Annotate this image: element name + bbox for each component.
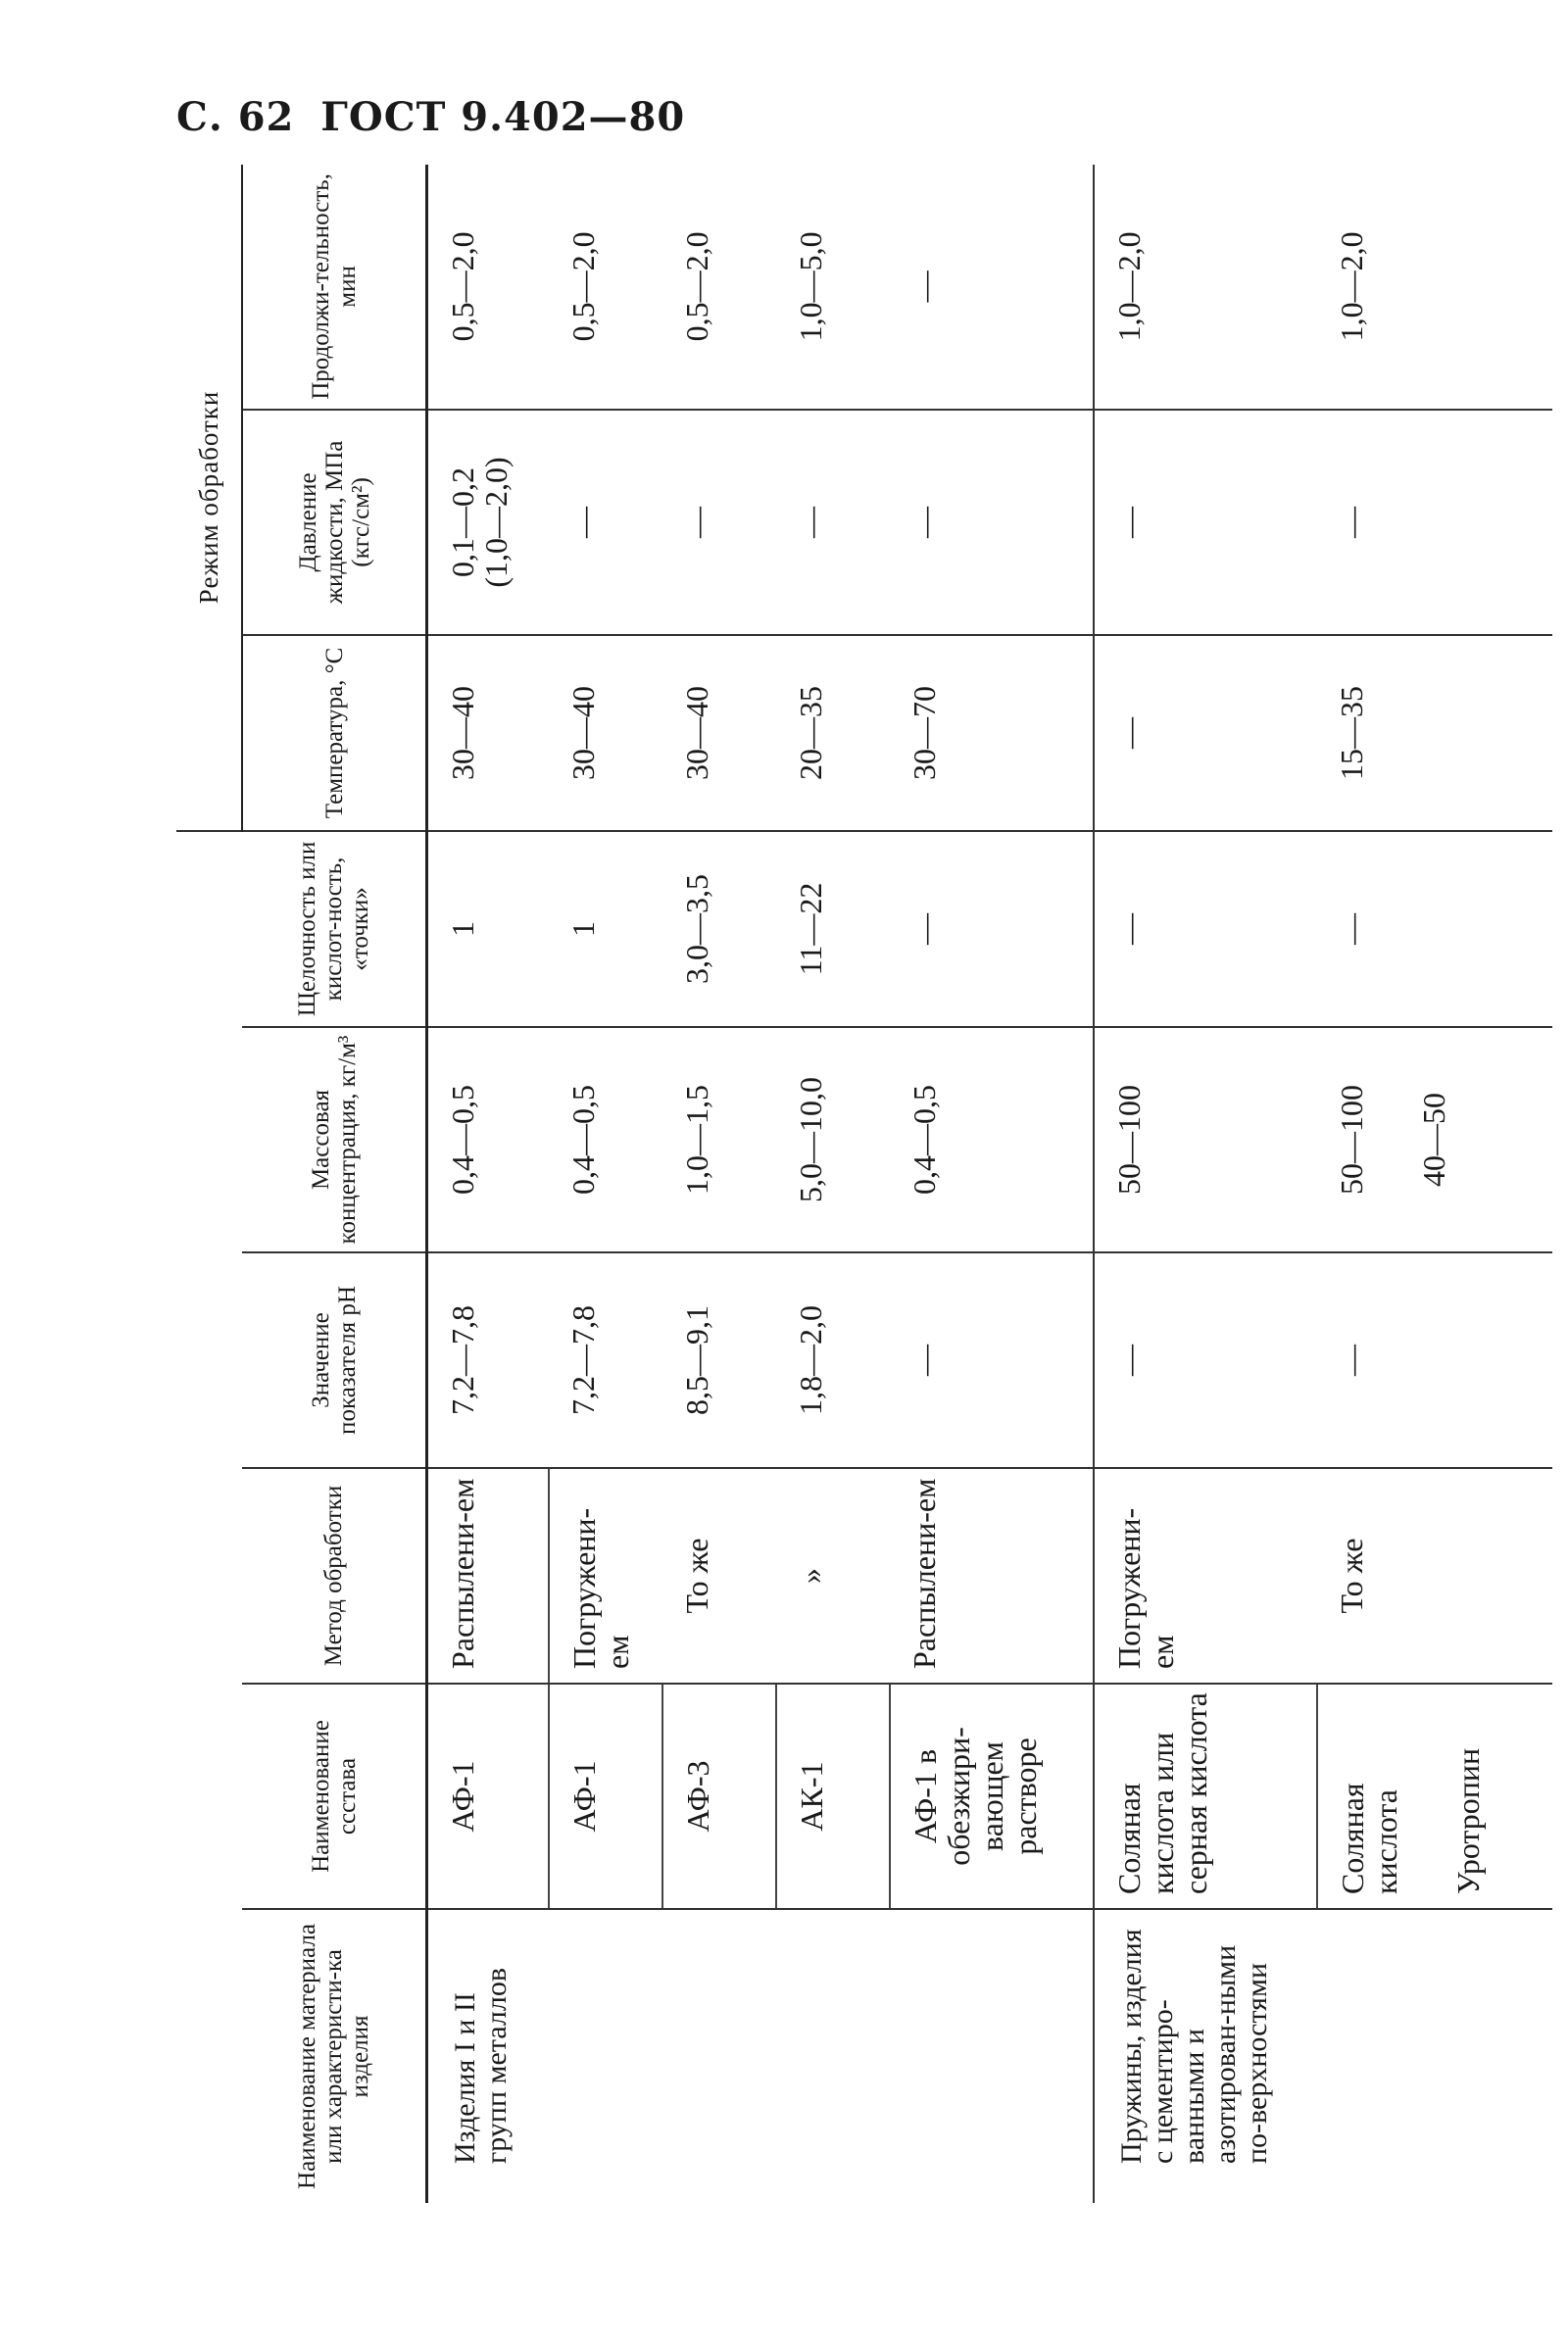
- page-number: С. 62: [176, 94, 295, 140]
- composition-cell: АФ-1 в обезжири-вающем растворе: [890, 1684, 1094, 1909]
- alkalinity-cell: 3,0—3,5: [662, 831, 776, 1027]
- composition-cell: АФ-1: [427, 1684, 549, 1909]
- pressure-alt-value: (1,0—2,0): [478, 457, 514, 588]
- temperature-cell: —: [1094, 635, 1317, 831]
- col-header-composition: Наименование ссстава: [242, 1684, 427, 1909]
- col-header-pressure: Давление жидкости, МПа (кгс/см²): [242, 410, 427, 635]
- header-row: [242, 165, 427, 2203]
- material-cell: Пружины, изделия с цементиро-ванными и азотирован-ными по-верхностями: [1094, 1909, 1552, 2203]
- composition-cell: АК-1: [776, 1684, 890, 1909]
- method-cell: Распылени-ем: [427, 1468, 549, 1684]
- concentration-cell: 0,4—0,5: [549, 1027, 662, 1252]
- alkalinity-cell: —: [1094, 831, 1317, 1027]
- col-header-material: Наименование материала или характеристи-ка изделия: [242, 1909, 427, 2203]
- composition-cell: [1317, 1684, 1552, 1909]
- alkalinity-cell: 11—22: [776, 831, 890, 1027]
- pressure-cell: —: [890, 410, 1094, 635]
- concentration-cell: 0,4—0,5: [427, 1027, 549, 1252]
- table-row: [427, 165, 549, 2203]
- alkalinity-cell: 1: [427, 831, 549, 1027]
- concentration-cell: 5,0—10,0: [776, 1027, 890, 1252]
- duration-cell: 0,5—2,0: [662, 165, 776, 410]
- processing-mode-group-header: Режим обработки: [176, 165, 242, 831]
- method-cell: »: [776, 1468, 890, 1684]
- col-header-alkalinity: Щелочность или кислот-ность, «точки»: [242, 831, 427, 1027]
- rotated-table-container: [176, 165, 1548, 2203]
- temperature-cell: 30—40: [549, 635, 662, 831]
- table-row: [549, 165, 662, 2203]
- table-row: [776, 165, 890, 2203]
- page-header: [176, 94, 697, 140]
- method-cell: То же: [1317, 1468, 1552, 1684]
- temperature-cell: 30—40: [662, 635, 776, 831]
- duration-cell: 0,5—2,0: [427, 165, 549, 410]
- alkalinity-cell: —: [1317, 831, 1552, 1027]
- method-cell: Распылени-ем: [890, 1468, 1094, 1684]
- alkalinity-cell: 1: [549, 831, 662, 1027]
- col-header-concentration: Массовая концентрация, кг/м³: [242, 1027, 427, 1252]
- pressure-cell: —: [662, 410, 776, 635]
- processing-modes-table: [176, 165, 1552, 2203]
- composition-value-2: Уротропин: [1449, 1747, 1486, 1894]
- table-row: [1094, 165, 1317, 2203]
- pressure-cell: —: [549, 410, 662, 635]
- temperature-cell: 30—40: [427, 635, 549, 831]
- duration-cell: 1,0—2,0: [1094, 165, 1317, 410]
- table-row: [662, 165, 776, 2203]
- composition-cell: АФ-3: [662, 1684, 776, 1909]
- ph-cell: 7,2—7,8: [549, 1252, 662, 1468]
- temperature-cell: 15—35: [1317, 635, 1552, 831]
- col-header-method: Метод обработки: [242, 1468, 427, 1684]
- method-cell: То же: [662, 1468, 776, 1684]
- concentration-value: 50—100: [1333, 1085, 1369, 1195]
- concentration-cell: 1,0—1,5: [662, 1027, 776, 1252]
- concentration-cell: 50—100: [1094, 1027, 1317, 1252]
- table-row: [890, 165, 1094, 2203]
- col-header-ph: Значение показателя pH: [242, 1252, 427, 1468]
- duration-cell: 0,5—2,0: [549, 165, 662, 410]
- duration-cell: —: [890, 165, 1094, 410]
- header-group-row: [176, 165, 242, 2203]
- table-row: [1317, 165, 1552, 2203]
- duration-cell: 1,0—5,0: [776, 165, 890, 410]
- pressure-value: 0,1—0,2: [445, 466, 480, 577]
- concentration-cell: 0,4—0,5: [890, 1027, 1094, 1252]
- temperature-cell: 20—35: [776, 635, 890, 831]
- col-header-duration: Продолжи-тельность, мин: [242, 165, 427, 410]
- method-cell: Погружени-ем: [1094, 1468, 1317, 1684]
- composition-value: Соляная кислота: [1334, 1783, 1403, 1894]
- material-cell: Изделия I и II групп металлов: [449, 1968, 513, 2164]
- composition-cell: Соляная кислота или серная кислота: [1094, 1684, 1317, 1909]
- temperature-cell: 30—70: [890, 635, 1094, 831]
- ph-cell: 1,8—2,0: [776, 1252, 890, 1468]
- col-header-temperature: Температура, °С: [242, 635, 427, 831]
- concentration-cell: [1317, 1027, 1552, 1252]
- ph-cell: —: [1317, 1252, 1552, 1468]
- method-cell: Погружени-ем: [549, 1468, 662, 1684]
- pressure-cell: —: [1094, 410, 1317, 635]
- standard-code: ГОСТ 9.402—80: [320, 94, 686, 140]
- ph-cell: 8,5—9,1: [662, 1252, 776, 1468]
- pressure-cell: —: [1317, 410, 1552, 635]
- ph-cell: —: [890, 1252, 1094, 1468]
- pressure-cell: [427, 410, 549, 635]
- concentration-value-2: 40—50: [1415, 1093, 1451, 1187]
- composition-cell: АФ-1: [549, 1684, 662, 1909]
- duration-cell: 1,0—2,0: [1317, 165, 1552, 410]
- pressure-cell: —: [776, 410, 890, 635]
- ph-cell: —: [1094, 1252, 1317, 1468]
- alkalinity-cell: —: [890, 831, 1094, 1027]
- ph-cell: 7,2—7,8: [427, 1252, 549, 1468]
